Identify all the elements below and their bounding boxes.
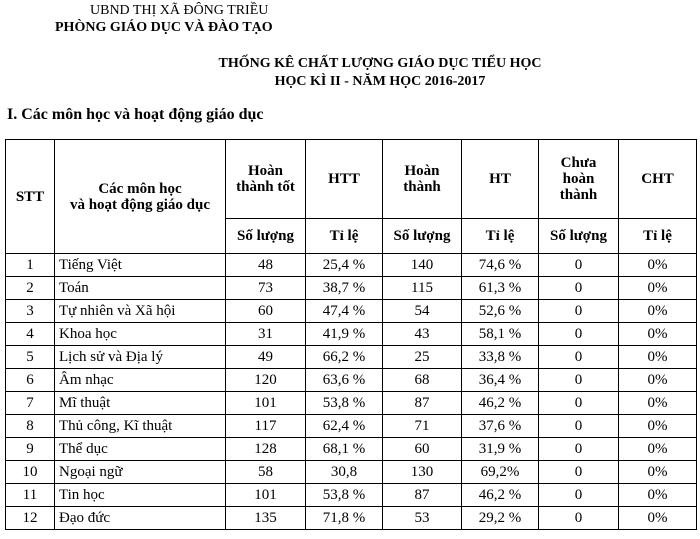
subheader-cht-rate: Tỉ lệ <box>619 219 697 254</box>
cell-subject: Thể dục <box>55 438 226 461</box>
cell-cht-rate: 0% <box>619 300 697 323</box>
header-cht-count: Chưa hoàn thành <box>539 140 619 219</box>
table-row <box>6 415 697 438</box>
cell-ht-rate: 46,2 % <box>462 392 539 415</box>
table-row <box>6 461 697 484</box>
table-row <box>6 507 697 530</box>
cell-cht-rate: 0% <box>619 323 697 346</box>
cell-subject: Tự nhiên và Xã hội <box>55 300 226 323</box>
cell-ht-rate: 29,2 % <box>462 507 539 530</box>
cell-htt-rate: 68,1 % <box>306 438 383 461</box>
header-ht: HT <box>462 140 539 219</box>
cell-ht-count: 87 <box>383 392 462 415</box>
cell-cht-count: 0 <box>539 369 619 392</box>
department-name: PHÒNG GIÁO DỤC VÀ ĐÀO TẠO <box>55 20 273 35</box>
cell-ht-rate: 46,2 % <box>462 484 539 507</box>
cell-ht-count: 54 <box>383 300 462 323</box>
cell-htt-count: 48 <box>226 254 306 277</box>
cell-htt-count: 101 <box>226 392 306 415</box>
cell-cht-rate: 0% <box>619 415 697 438</box>
cell-htt-rate: 53,8 % <box>306 484 383 507</box>
cell-cht-count: 0 <box>539 392 619 415</box>
cell-htt-rate: 41,9 % <box>306 323 383 346</box>
cell-htt-rate: 63,6 % <box>306 369 383 392</box>
cell-htt-count: 49 <box>226 346 306 369</box>
cell-cht-count: 0 <box>539 300 619 323</box>
cell-ht-count: 43 <box>383 323 462 346</box>
cell-stt: 3 <box>6 300 55 323</box>
header-ht-count: Hoàn thành <box>383 140 462 219</box>
cell-htt-rate: 47,4 % <box>306 300 383 323</box>
cell-cht-rate: 0% <box>619 461 697 484</box>
cell-htt-count: 120 <box>226 369 306 392</box>
table-row <box>6 484 697 507</box>
cell-cht-rate: 0% <box>619 484 697 507</box>
cell-htt-count: 60 <box>226 300 306 323</box>
authority-name: UBND THỊ XÃ ĐÔNG TRIỀU <box>90 3 269 18</box>
header-subject: Các môn học và hoạt động giáo dục <box>55 140 226 254</box>
cell-ht-rate: 69,2% <box>462 461 539 484</box>
cell-subject: Toán <box>55 277 226 300</box>
table-row <box>6 254 697 277</box>
cell-subject: Lịch sử và Địa lý <box>55 346 226 369</box>
cell-ht-count: 115 <box>383 277 462 300</box>
cell-stt: 8 <box>6 415 55 438</box>
cell-htt-count: 58 <box>226 461 306 484</box>
cell-subject: Âm nhạc <box>55 369 226 392</box>
cell-htt-rate: 53,8 % <box>306 392 383 415</box>
cell-htt-rate: 38,7 % <box>306 277 383 300</box>
cell-ht-rate: 58,1 % <box>462 323 539 346</box>
cell-stt: 6 <box>6 369 55 392</box>
cell-htt-rate: 71,8 % <box>306 507 383 530</box>
cell-ht-rate: 31,9 % <box>462 438 539 461</box>
cell-ht-count: 140 <box>383 254 462 277</box>
cell-cht-count: 0 <box>539 254 619 277</box>
cell-htt-rate: 66,2 % <box>306 346 383 369</box>
cell-ht-count: 71 <box>383 415 462 438</box>
cell-cht-rate: 0% <box>619 254 697 277</box>
cell-ht-rate: 61,3 % <box>462 277 539 300</box>
cell-cht-rate: 0% <box>619 438 697 461</box>
cell-ht-count: 87 <box>383 484 462 507</box>
table-row <box>6 369 697 392</box>
cell-stt: 10 <box>6 461 55 484</box>
cell-stt: 7 <box>6 392 55 415</box>
cell-cht-rate: 0% <box>619 277 697 300</box>
cell-cht-count: 0 <box>539 323 619 346</box>
cell-htt-rate: 25,4 % <box>306 254 383 277</box>
header-htt: HTT <box>306 140 383 219</box>
cell-cht-rate: 0% <box>619 346 697 369</box>
table-row <box>6 277 697 300</box>
table-row <box>6 323 697 346</box>
cell-cht-count: 0 <box>539 415 619 438</box>
cell-ht-count: 53 <box>383 507 462 530</box>
cell-subject: Mĩ thuật <box>55 392 226 415</box>
cell-htt-rate: 30,8 <box>306 461 383 484</box>
cell-htt-count: 117 <box>226 415 306 438</box>
cell-htt-count: 31 <box>226 323 306 346</box>
cell-cht-rate: 0% <box>619 507 697 530</box>
cell-ht-rate: 37,6 % <box>462 415 539 438</box>
cell-stt: 5 <box>6 346 55 369</box>
report-title: THỐNG KÊ CHẤT LƯỢNG GIÁO DỤC TIỂU HỌC <box>218 56 542 71</box>
table-row <box>6 300 697 323</box>
cell-ht-count: 60 <box>383 438 462 461</box>
cell-subject: Ngoại ngữ <box>55 461 226 484</box>
header-htt-count: Hoàn thành tốt <box>226 140 306 219</box>
cell-cht-count: 0 <box>539 507 619 530</box>
cell-htt-count: 73 <box>226 277 306 300</box>
table-row <box>6 438 697 461</box>
section-heading: I. Các môn học và hoạt động giáo dục <box>7 106 264 123</box>
cell-ht-count: 130 <box>383 461 462 484</box>
cell-subject: Khoa học <box>55 323 226 346</box>
report-subtitle: HỌC KÌ II - NĂM HỌC 2016-2017 <box>274 74 486 89</box>
cell-ht-count: 25 <box>383 346 462 369</box>
cell-ht-rate: 36,4 % <box>462 369 539 392</box>
cell-stt: 11 <box>6 484 55 507</box>
cell-ht-count: 68 <box>383 369 462 392</box>
table-row <box>6 346 697 369</box>
cell-stt: 12 <box>6 507 55 530</box>
cell-cht-count: 0 <box>539 438 619 461</box>
cell-stt: 2 <box>6 277 55 300</box>
header-cht: CHT <box>619 140 697 219</box>
cell-htt-count: 135 <box>226 507 306 530</box>
cell-ht-rate: 33,8 % <box>462 346 539 369</box>
cell-cht-rate: 0% <box>619 392 697 415</box>
subheader-htt-count: Số lượng <box>226 219 306 254</box>
subheader-ht-count: Số lượng <box>383 219 462 254</box>
cell-subject: Đạo đức <box>55 507 226 530</box>
cell-htt-rate: 62,4 % <box>306 415 383 438</box>
cell-subject: Tin học <box>55 484 226 507</box>
cell-ht-rate: 52,6 % <box>462 300 539 323</box>
cell-cht-count: 0 <box>539 461 619 484</box>
subheader-ht-rate: Tỉ lệ <box>462 219 539 254</box>
cell-cht-count: 0 <box>539 277 619 300</box>
header-stt: STT <box>6 140 55 254</box>
subheader-cht-count: Số lượng <box>539 219 619 254</box>
cell-htt-count: 128 <box>226 438 306 461</box>
cell-ht-rate: 74,6 % <box>462 254 539 277</box>
cell-stt: 4 <box>6 323 55 346</box>
cell-cht-count: 0 <box>539 346 619 369</box>
cell-subject: Thủ công, Kĩ thuật <box>55 415 226 438</box>
subheader-htt-rate: Tỉ lệ <box>306 219 383 254</box>
quality-statistics-table <box>5 139 697 530</box>
cell-subject: Tiếng Việt <box>55 254 226 277</box>
cell-htt-count: 101 <box>226 484 306 507</box>
table-row <box>6 392 697 415</box>
cell-cht-rate: 0% <box>619 369 697 392</box>
cell-cht-count: 0 <box>539 484 619 507</box>
cell-stt: 9 <box>6 438 55 461</box>
cell-stt: 1 <box>6 254 55 277</box>
